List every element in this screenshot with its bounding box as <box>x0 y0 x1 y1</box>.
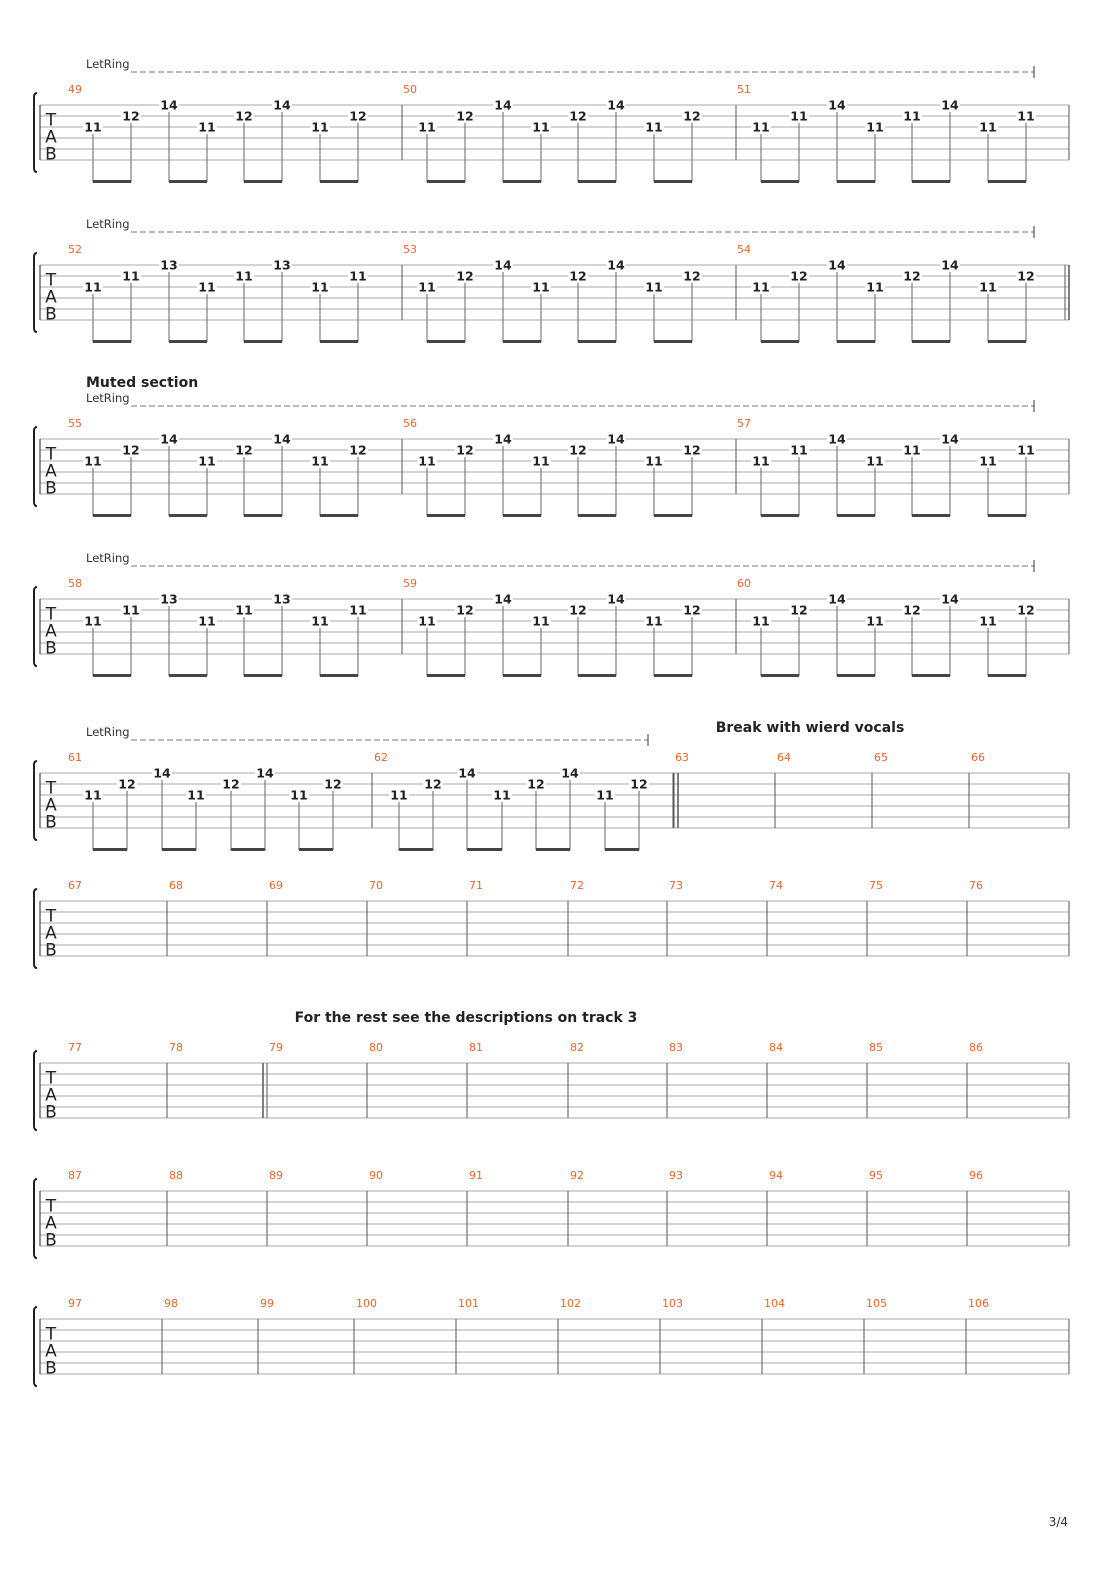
fret-number: 11 <box>84 613 102 629</box>
fret-number: 12 <box>456 268 474 284</box>
fret-number: 11 <box>596 787 614 803</box>
tab-clef-letter: T <box>45 1196 57 1217</box>
bar-number: 53 <box>403 243 417 256</box>
fret-number: 14 <box>494 97 512 113</box>
fret-number: 12 <box>569 602 587 618</box>
beam <box>912 514 950 517</box>
fret-number: 11 <box>532 453 550 469</box>
tab-clef-letter: B <box>45 940 57 961</box>
bar-number: 94 <box>769 1169 783 1182</box>
fret-number: 14 <box>607 591 625 607</box>
bar-number: 74 <box>769 879 783 892</box>
tab-clef-letter: A <box>45 621 57 642</box>
fret-number: 14 <box>273 431 291 447</box>
beam <box>912 340 950 343</box>
beam <box>837 674 875 677</box>
bar-number: 52 <box>68 243 82 256</box>
tab-clef-letter: T <box>45 110 57 131</box>
fret-number: 11 <box>349 268 367 284</box>
system-bracket <box>34 761 37 840</box>
tab-clef-letter: T <box>45 778 57 799</box>
fret-number: 12 <box>683 268 701 284</box>
fret-number: 12 <box>903 602 921 618</box>
tab-clef-letter: A <box>45 1213 57 1234</box>
fret-number: 11 <box>390 787 408 803</box>
bar-number: 57 <box>737 417 751 430</box>
fret-number: 11 <box>84 119 102 135</box>
fret-number: 14 <box>607 431 625 447</box>
bar-number: 71 <box>469 879 483 892</box>
fret-number: 11 <box>84 279 102 295</box>
fret-number: 14 <box>828 97 846 113</box>
fret-number: 14 <box>941 257 959 273</box>
tab-clef-letter: A <box>45 127 57 148</box>
fret-number: 11 <box>311 453 329 469</box>
beam <box>320 340 358 343</box>
bar-number: 88 <box>169 1169 183 1182</box>
fret-number: 14 <box>941 431 959 447</box>
bar-number: 105 <box>866 1297 887 1310</box>
fret-number: 11 <box>979 279 997 295</box>
fret-number: 11 <box>311 119 329 135</box>
bar-number: 81 <box>469 1041 483 1054</box>
bar-number: 76 <box>969 879 983 892</box>
beam <box>93 180 131 183</box>
fret-number: 12 <box>790 268 808 284</box>
fret-number: 11 <box>866 453 884 469</box>
fret-number: 11 <box>866 279 884 295</box>
fret-number: 11 <box>418 119 436 135</box>
bar-number: 95 <box>869 1169 883 1182</box>
fret-number: 11 <box>752 119 770 135</box>
tab-clef-letter: T <box>45 1068 57 1089</box>
fret-number: 12 <box>527 776 545 792</box>
bar-number: 102 <box>560 1297 581 1310</box>
bar-number: 56 <box>403 417 417 430</box>
fret-number: 11 <box>866 613 884 629</box>
fret-number: 11 <box>290 787 308 803</box>
fret-number: 11 <box>418 279 436 295</box>
beam <box>162 848 196 851</box>
fret-number: 14 <box>561 765 579 781</box>
beam <box>467 848 502 851</box>
beam <box>244 340 282 343</box>
bar-number: 92 <box>570 1169 584 1182</box>
fret-number: 11 <box>645 279 663 295</box>
beam <box>578 514 616 517</box>
fret-number: 11 <box>532 119 550 135</box>
bar-number: 58 <box>68 577 82 590</box>
bar-number: 60 <box>737 577 751 590</box>
bar-number: 62 <box>374 751 388 764</box>
beam <box>761 340 799 343</box>
bar-number: 87 <box>68 1169 82 1182</box>
let-ring-label: LetRing <box>86 391 130 405</box>
bar-number: 84 <box>769 1041 783 1054</box>
beam <box>654 340 692 343</box>
fret-number: 14 <box>273 97 291 113</box>
fret-number: 11 <box>979 613 997 629</box>
system-bracket <box>34 1179 37 1258</box>
beam <box>503 340 541 343</box>
bar-number: 63 <box>675 751 689 764</box>
beam <box>93 340 131 343</box>
fret-number: 11 <box>532 279 550 295</box>
tab-clef-letter: T <box>45 604 57 625</box>
fret-number: 11 <box>1017 442 1035 458</box>
fret-number: 12 <box>569 268 587 284</box>
beam <box>399 848 433 851</box>
let-ring-label: LetRing <box>86 725 130 739</box>
beam <box>988 514 1026 517</box>
fret-number: 14 <box>828 431 846 447</box>
beam <box>320 180 358 183</box>
beam <box>761 180 799 183</box>
fret-number: 14 <box>494 257 512 273</box>
fret-number: 12 <box>1017 602 1035 618</box>
bar-number: 78 <box>169 1041 183 1054</box>
bar-number: 98 <box>164 1297 178 1310</box>
fret-number: 11 <box>187 787 205 803</box>
fret-number: 11 <box>790 442 808 458</box>
fret-number: 11 <box>532 613 550 629</box>
bar-number: 77 <box>68 1041 82 1054</box>
system-bracket <box>34 253 37 332</box>
beam <box>503 180 541 183</box>
fret-number: 11 <box>349 602 367 618</box>
bar-number: 66 <box>971 751 985 764</box>
beam <box>761 674 799 677</box>
tab-clef-letter: B <box>45 478 57 499</box>
fret-number: 12 <box>235 108 253 124</box>
fret-number: 14 <box>256 765 274 781</box>
system-bracket <box>34 889 37 968</box>
fret-number: 11 <box>198 613 216 629</box>
bar-number: 91 <box>469 1169 483 1182</box>
bar-number: 54 <box>737 243 751 256</box>
fret-number: 14 <box>494 591 512 607</box>
fret-number: 11 <box>752 279 770 295</box>
fret-number: 11 <box>311 613 329 629</box>
beam <box>837 340 875 343</box>
fret-number: 11 <box>235 602 253 618</box>
fret-number: 12 <box>790 602 808 618</box>
bar-number: 82 <box>570 1041 584 1054</box>
fret-number: 11 <box>790 108 808 124</box>
beam <box>578 340 616 343</box>
tab-clef-letter: B <box>45 638 57 659</box>
beam <box>320 514 358 517</box>
fret-number: 11 <box>84 787 102 803</box>
fret-number: 14 <box>607 257 625 273</box>
fret-number: 12 <box>683 602 701 618</box>
beam <box>605 848 639 851</box>
let-ring-label: LetRing <box>86 57 130 71</box>
let-ring-label: LetRing <box>86 217 130 231</box>
let-ring-label: LetRing <box>86 551 130 565</box>
tab-clef-letter: B <box>45 1230 57 1251</box>
beam <box>988 674 1026 677</box>
beam <box>169 340 207 343</box>
fret-number: 14 <box>828 591 846 607</box>
tab-clef-letter: T <box>45 906 57 927</box>
beam <box>536 848 570 851</box>
bar-number: 65 <box>874 751 888 764</box>
bar-number: 99 <box>260 1297 274 1310</box>
fret-number: 11 <box>752 613 770 629</box>
system-bracket <box>34 93 37 172</box>
tab-clef-letter: T <box>45 444 57 465</box>
bar-number: 80 <box>369 1041 383 1054</box>
beam <box>912 674 950 677</box>
beam <box>761 514 799 517</box>
fret-number: 11 <box>979 119 997 135</box>
bar-number: 85 <box>869 1041 883 1054</box>
fret-number: 13 <box>273 257 291 273</box>
fret-number: 12 <box>324 776 342 792</box>
fret-number: 11 <box>903 108 921 124</box>
fret-number: 12 <box>456 602 474 618</box>
tab-clef-letter: B <box>45 304 57 325</box>
beam <box>93 848 127 851</box>
section-label: Muted section <box>86 375 199 391</box>
bar-number: 55 <box>68 417 82 430</box>
beam <box>578 674 616 677</box>
fret-number: 11 <box>979 453 997 469</box>
bar-number: 59 <box>403 577 417 590</box>
bar-number: 104 <box>764 1297 785 1310</box>
beam <box>837 514 875 517</box>
page-number: 3/4 <box>1048 1515 1068 1529</box>
fret-number: 12 <box>903 268 921 284</box>
tab-clef-letter: B <box>45 1102 57 1123</box>
bar-number: 64 <box>777 751 791 764</box>
bar-number: 97 <box>68 1297 82 1310</box>
fret-number: 14 <box>160 431 178 447</box>
fret-number: 14 <box>458 765 476 781</box>
beam <box>427 340 465 343</box>
fret-number: 14 <box>153 765 171 781</box>
tab-clef-letter: B <box>45 1358 57 1379</box>
fret-number: 12 <box>122 442 140 458</box>
bar-number: 70 <box>369 879 383 892</box>
fret-number: 13 <box>273 591 291 607</box>
bar-number: 101 <box>458 1297 479 1310</box>
section-label: Break with wierd vocals <box>715 720 905 736</box>
tab-clef-letter: B <box>45 144 57 165</box>
fret-number: 14 <box>941 591 959 607</box>
bar-number: 103 <box>662 1297 683 1310</box>
bar-number: 83 <box>669 1041 683 1054</box>
beam <box>427 514 465 517</box>
fret-number: 11 <box>645 613 663 629</box>
bar-number: 67 <box>68 879 82 892</box>
fret-number: 12 <box>569 108 587 124</box>
beam <box>299 848 333 851</box>
bar-number: 49 <box>68 83 82 96</box>
section-label: For the rest see the descriptions on track 3 <box>294 1010 638 1026</box>
beam <box>503 514 541 517</box>
system-bracket <box>34 587 37 666</box>
fret-number: 12 <box>118 776 136 792</box>
fret-number: 14 <box>828 257 846 273</box>
tab-clef-letter: T <box>45 1324 57 1345</box>
fret-number: 11 <box>198 279 216 295</box>
fret-number: 12 <box>456 108 474 124</box>
beam <box>654 180 692 183</box>
fret-number: 11 <box>84 453 102 469</box>
fret-number: 11 <box>1017 108 1035 124</box>
beam <box>503 674 541 677</box>
fret-number: 12 <box>424 776 442 792</box>
fret-number: 12 <box>235 442 253 458</box>
fret-number: 12 <box>222 776 240 792</box>
fret-number: 11 <box>122 268 140 284</box>
beam <box>169 674 207 677</box>
bar-number: 72 <box>570 879 584 892</box>
bar-number: 96 <box>969 1169 983 1182</box>
beam <box>244 514 282 517</box>
fret-number: 12 <box>683 108 701 124</box>
fret-number: 14 <box>160 97 178 113</box>
beam <box>93 514 131 517</box>
bar-number: 90 <box>369 1169 383 1182</box>
beam <box>427 674 465 677</box>
fret-number: 12 <box>1017 268 1035 284</box>
beam <box>169 180 207 183</box>
fret-number: 12 <box>349 108 367 124</box>
tab-clef-letter: A <box>45 461 57 482</box>
beam <box>93 674 131 677</box>
fret-number: 11 <box>198 119 216 135</box>
tab-clef-letter: B <box>45 812 57 833</box>
fret-number: 11 <box>645 453 663 469</box>
beam <box>244 180 282 183</box>
fret-number: 13 <box>160 257 178 273</box>
fret-number: 11 <box>493 787 511 803</box>
fret-number: 11 <box>235 268 253 284</box>
system-bracket <box>34 427 37 506</box>
fret-number: 13 <box>160 591 178 607</box>
bar-number: 100 <box>356 1297 377 1310</box>
fret-number: 11 <box>122 602 140 618</box>
fret-number: 12 <box>630 776 648 792</box>
fret-number: 11 <box>866 119 884 135</box>
bar-number: 75 <box>869 879 883 892</box>
fret-number: 11 <box>198 453 216 469</box>
system-bracket <box>34 1051 37 1130</box>
fret-number: 11 <box>311 279 329 295</box>
bar-number: 93 <box>669 1169 683 1182</box>
fret-number: 14 <box>494 431 512 447</box>
beam <box>988 180 1026 183</box>
fret-number: 11 <box>418 613 436 629</box>
bar-number: 86 <box>969 1041 983 1054</box>
fret-number: 11 <box>903 442 921 458</box>
beam <box>912 180 950 183</box>
beam <box>654 674 692 677</box>
fret-number: 12 <box>683 442 701 458</box>
fret-number: 11 <box>418 453 436 469</box>
bar-number: 68 <box>169 879 183 892</box>
beam <box>988 340 1026 343</box>
fret-number: 12 <box>456 442 474 458</box>
fret-number: 12 <box>569 442 587 458</box>
beam <box>244 674 282 677</box>
bar-number: 61 <box>68 751 82 764</box>
beam <box>427 180 465 183</box>
fret-number: 11 <box>645 119 663 135</box>
bar-number: 51 <box>737 83 751 96</box>
beam <box>578 180 616 183</box>
bar-number: 106 <box>968 1297 989 1310</box>
beam <box>169 514 207 517</box>
tab-clef-letter: A <box>45 287 57 308</box>
beam <box>837 180 875 183</box>
bar-number: 89 <box>269 1169 283 1182</box>
beam <box>320 674 358 677</box>
fret-number: 11 <box>752 453 770 469</box>
tab-clef-letter: A <box>45 1341 57 1362</box>
tab-clef-letter: T <box>45 270 57 291</box>
fret-number: 12 <box>122 108 140 124</box>
fret-number: 14 <box>607 97 625 113</box>
beam <box>231 848 265 851</box>
bar-number: 79 <box>269 1041 283 1054</box>
bar-number: 69 <box>269 879 283 892</box>
beam <box>654 514 692 517</box>
system-bracket <box>34 1307 37 1386</box>
bar-number: 50 <box>403 83 417 96</box>
tab-clef-letter: A <box>45 1085 57 1106</box>
tab-clef-letter: A <box>45 795 57 816</box>
fret-number: 14 <box>941 97 959 113</box>
tab-clef-letter: A <box>45 923 57 944</box>
fret-number: 12 <box>349 442 367 458</box>
bar-number: 73 <box>669 879 683 892</box>
